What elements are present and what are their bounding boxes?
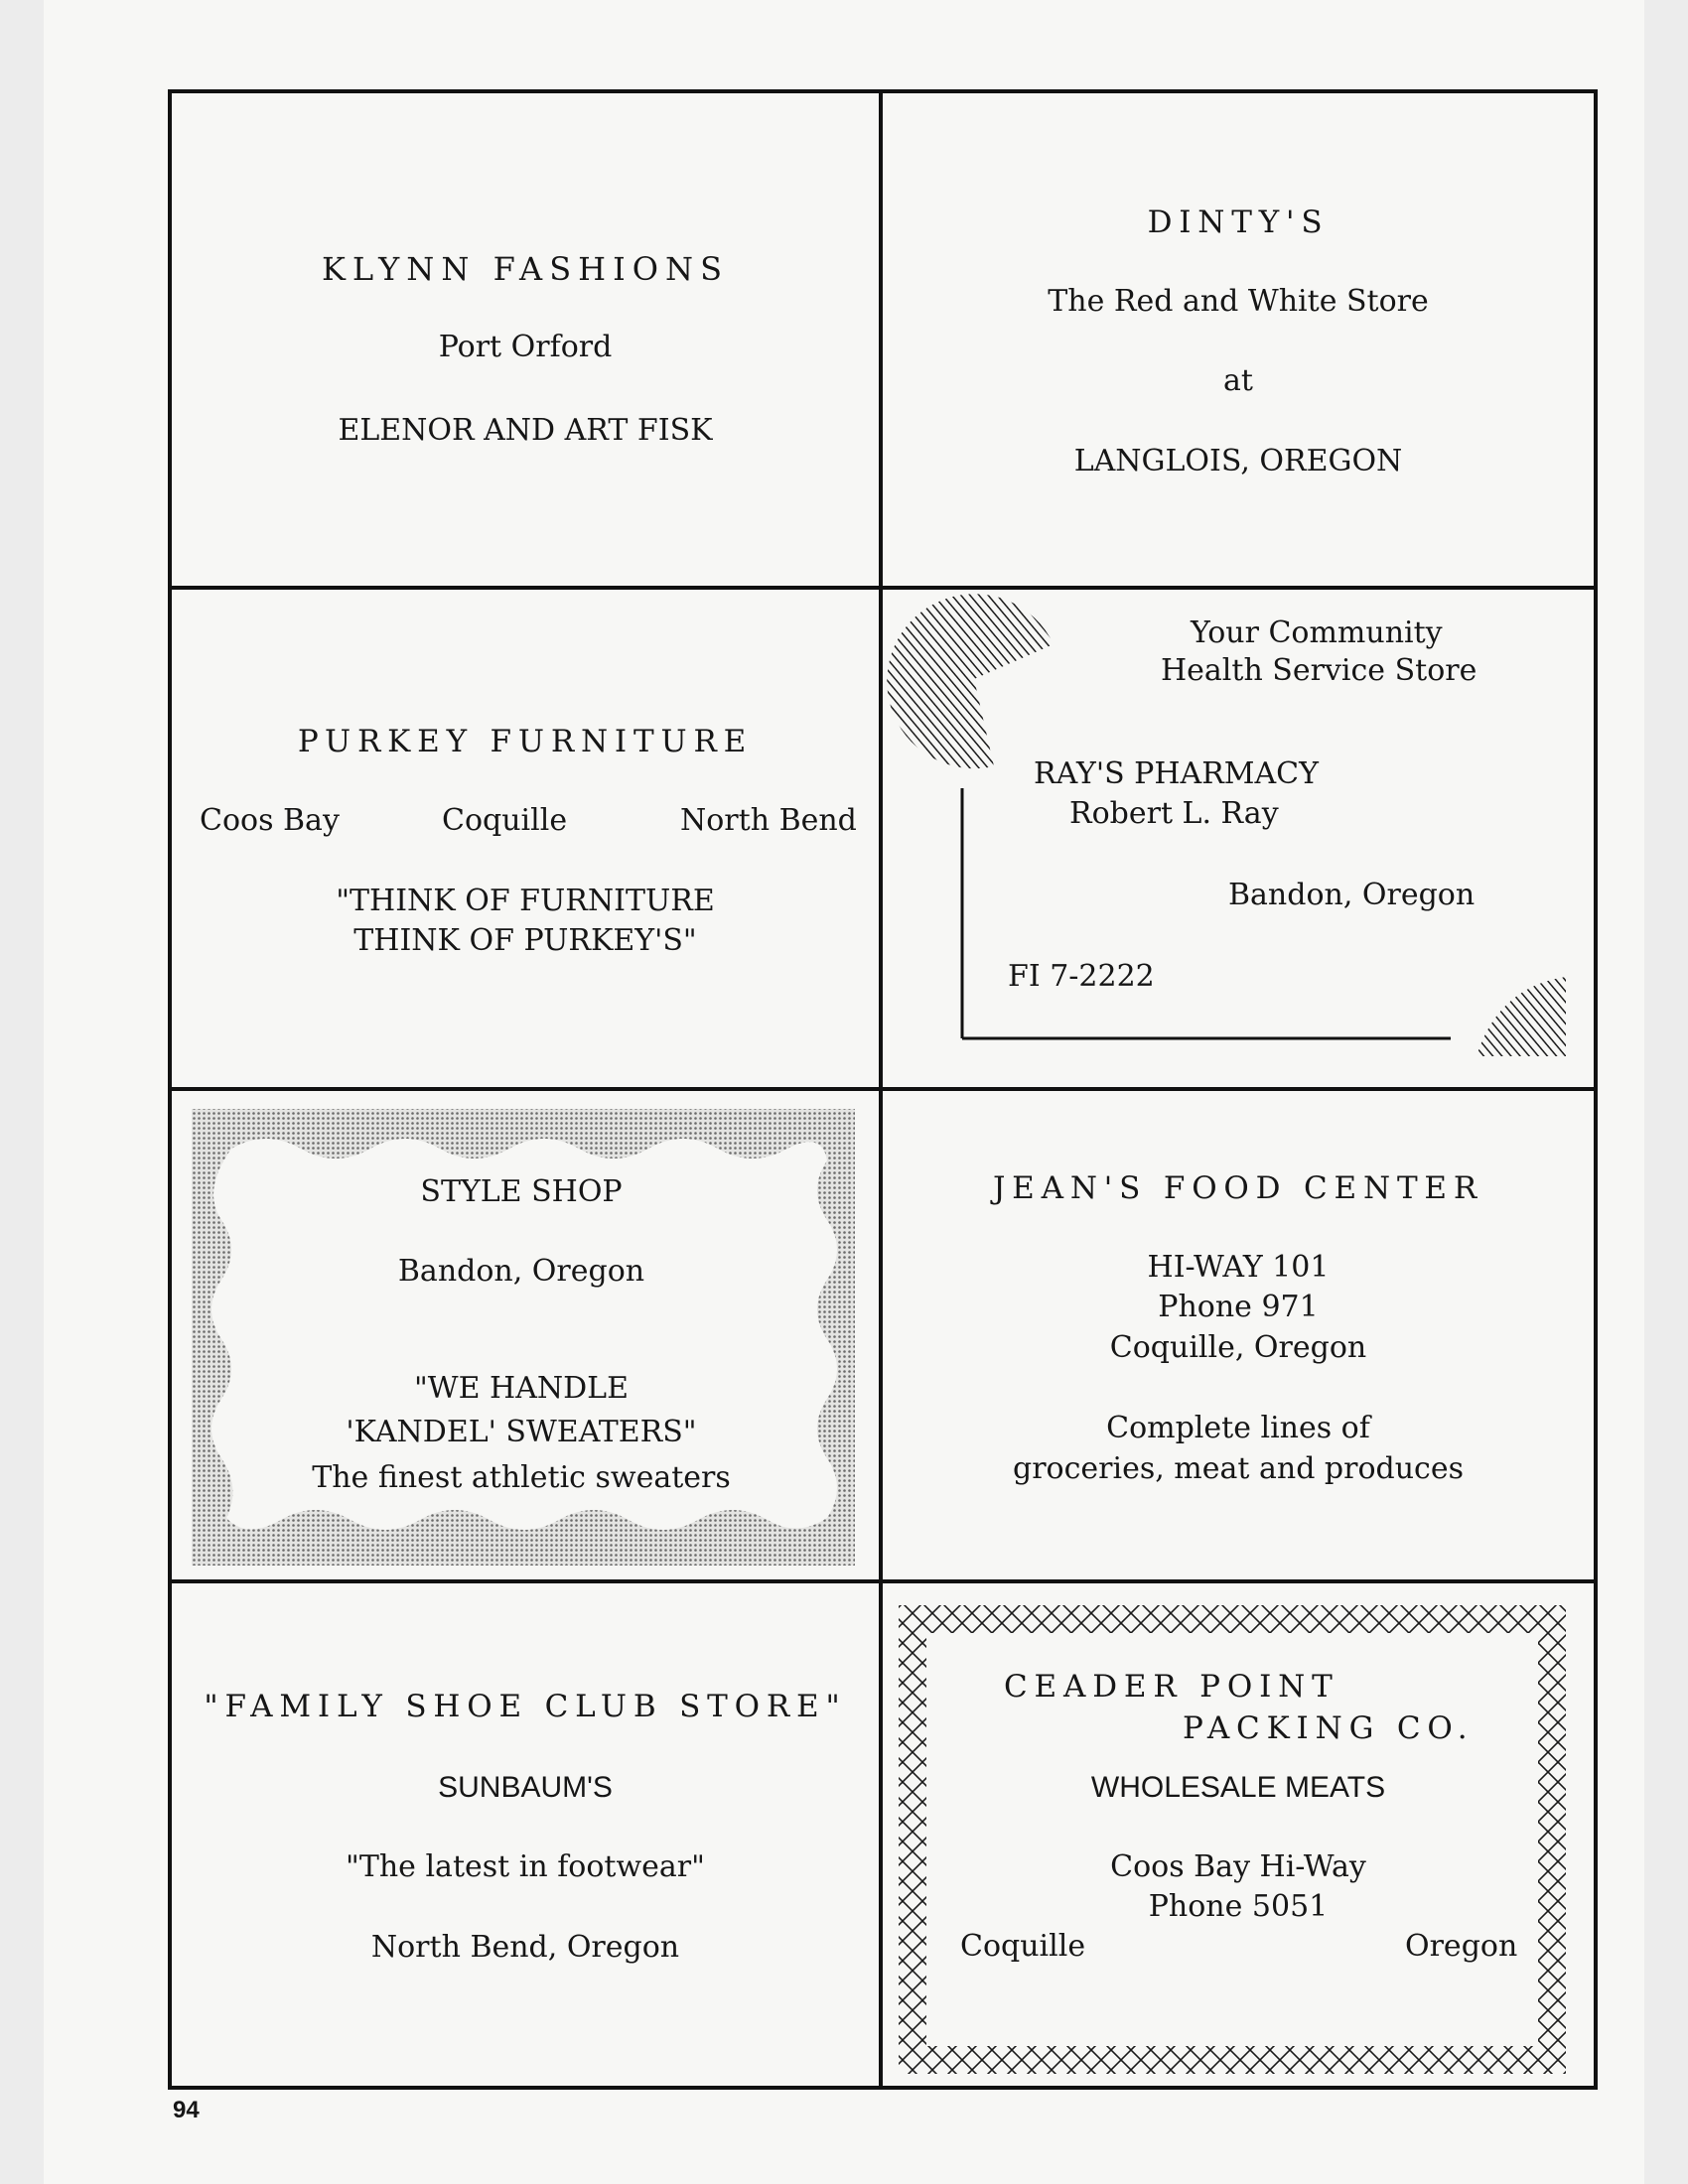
- style-shop-line3: The finest athletic sweaters: [312, 1460, 731, 1495]
- jeans-phone: Phone 971: [1158, 1290, 1319, 1324]
- purkey-slogan-line1: "THINK OF FURNITURE: [336, 884, 715, 918]
- sunbaum-name: SUNBAUM'S: [438, 1771, 613, 1804]
- purkey-town-coquille: Coquille: [442, 803, 568, 838]
- purkey-town-coos-bay: Coos Bay: [200, 803, 340, 838]
- rays-tag-line1: Your Community: [1191, 615, 1443, 650]
- klynn-owners: ELENOR AND ART FISK: [338, 413, 713, 448]
- rays-tag-line2: Health Service Store: [1161, 653, 1477, 688]
- ad-klynn-fashions: [172, 93, 883, 590]
- dintys-name: DINTY'S: [1147, 205, 1330, 240]
- rays-hatched-corner-icon: [1477, 977, 1566, 1056]
- jeans-name: JEAN'S FOOD CENTER: [992, 1170, 1484, 1206]
- ceader-crosshatch-frame: [883, 1583, 1594, 2086]
- purkey-name: PURKEY FURNITURE: [297, 724, 754, 759]
- ceader-name-line1: CEADER POINT: [1004, 1669, 1339, 1705]
- rays-phone: FI 7-2222: [1008, 959, 1155, 994]
- rays-hatched-circle-icon: [887, 594, 1054, 768]
- rays-location: Bandon, Oregon: [1228, 878, 1476, 912]
- ceader-business: WHOLESALE MEATS: [1090, 1771, 1386, 1804]
- ad-style-shop: [172, 1091, 883, 1583]
- style-shop-stippled-frame: [172, 1091, 883, 1583]
- page: [44, 0, 1644, 2184]
- ad-jeans-food-center: [883, 1091, 1594, 1583]
- ad-sunbaums: [172, 1583, 883, 2086]
- style-shop-line2: 'KANDEL' SWEATERS": [346, 1415, 697, 1449]
- purkey-slogan-line2: THINK OF PURKEY'S": [353, 923, 697, 958]
- jeans-address: HI-WAY 101: [1147, 1250, 1330, 1285]
- dintys-at: at: [1223, 363, 1253, 398]
- sunbaum-location: North Bend, Oregon: [370, 1930, 680, 1965]
- style-shop-location: Bandon, Oregon: [397, 1254, 645, 1289]
- page-number: 94: [173, 2097, 200, 2123]
- rays-owner: Robert L. Ray: [1069, 796, 1279, 831]
- style-shop-line1: "WE HANDLE: [413, 1371, 630, 1406]
- ceader-city: Coquille: [954, 1929, 1091, 1965]
- ceader-state: Oregon: [1399, 1929, 1523, 1965]
- sunbaum-slogan: "FAMILY SHOE CLUB STORE": [204, 1689, 847, 1724]
- style-shop-name: STYLE SHOP: [420, 1174, 623, 1209]
- ad-grid: [168, 89, 1598, 2090]
- ceader-address: Coos Bay Hi-Way: [1110, 1849, 1366, 1884]
- jeans-location: Coquille, Oregon: [1109, 1330, 1367, 1365]
- ad-purkey-furniture: [172, 590, 883, 1091]
- ad-ceader-point-packing: [883, 1583, 1594, 2086]
- jeans-desc2: groceries, meat and produces: [1012, 1451, 1465, 1486]
- rays-name: RAY'S PHARMACY: [1034, 756, 1319, 791]
- jeans-desc1: Complete lines of: [1106, 1411, 1370, 1445]
- dintys-tagline: The Red and White Store: [1048, 284, 1429, 319]
- klynn-location: Port Orford: [438, 330, 613, 364]
- klynn-name: KLYNN FASHIONS: [321, 250, 730, 288]
- ad-rays-pharmacy: [883, 590, 1594, 1091]
- ceader-phone: Phone 5051: [1148, 1889, 1329, 1924]
- ceader-name-line2: PACKING CO.: [1183, 1710, 1475, 1746]
- ad-dintys: [883, 93, 1594, 590]
- purkey-town-north-bend: North Bend: [680, 803, 857, 838]
- sunbaum-tagline: "The latest in footwear": [346, 1849, 705, 1884]
- dintys-location: LANGLOIS, OREGON: [1073, 444, 1403, 478]
